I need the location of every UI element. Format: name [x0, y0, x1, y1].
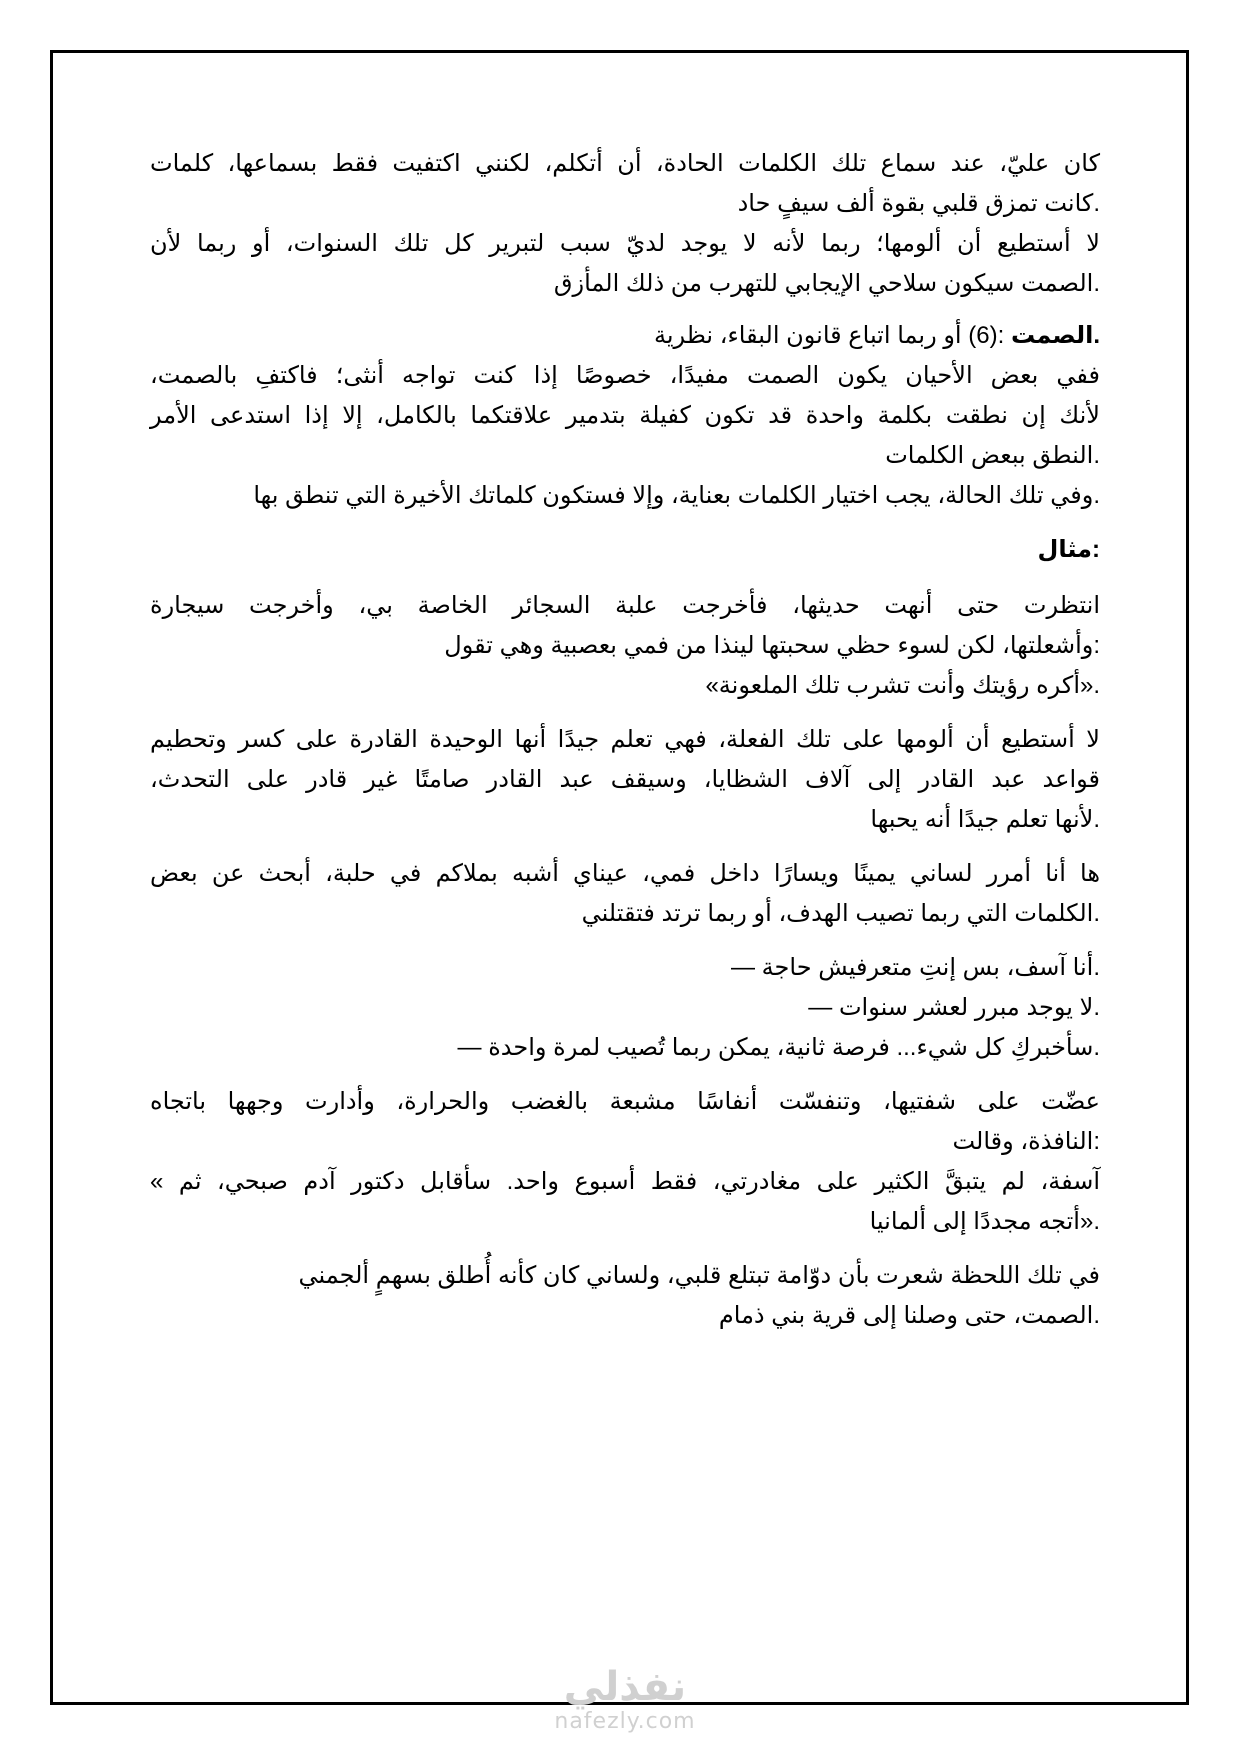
- text-line: ها أنا أمرر لساني يمينًا ويسارًا داخل فمي، عيناي أشبه بملاكم في حلبة، أبحث عن بعض: [150, 860, 1100, 887]
- document-body: [150, 144, 1100, 1336]
- text-line: .الصمت، حتى وصلنا إلى قرية بني ذمام: [718, 1302, 1100, 1329]
- keyword-silence: .الصمت: [1010, 322, 1100, 349]
- example-heading: [150, 530, 1100, 570]
- text-line: :وأشعلتها، لكن لسوء حظي سحبتها لينذا من فمي بعصبية وهي تقول: [444, 632, 1100, 659]
- text-line: لا أستطيع أن ألومها؛ ربما لأنه لا يوجد لديّ سبب لتبرير كل تلك السنوات، أو ربما لأن: [150, 230, 1100, 257]
- text-line: آسفة، لم يتبقَّ الكثير على مغادرتي، فقط أسبوع واحد. سأقابل دكتور آدم صبحي، ثم »: [150, 1168, 1100, 1195]
- text-line: كان عليّ، عند سماع تلك الكلمات الحادة، أن أتكلم، لكنني اكتفيت فقط بسماعها، كلمات: [150, 150, 1100, 177]
- text-line: انتظرت حتى أنهت حديثها، فأخرجت علبة السجائر الخاصة بي، وأخرجت سيجارة: [150, 592, 1100, 619]
- example-paragraph-2: [150, 720, 1100, 840]
- example-paragraph-5: [150, 1082, 1100, 1242]
- example-paragraph-6: [150, 1256, 1100, 1336]
- text-line: .لأنها تعلم جيدًا أنه يحبها: [870, 806, 1100, 833]
- text-line: في تلك اللحظة شعرت بأن دوّامة تبتلع قلبي، ولساني كان كأنه أُطلق بسهمٍ ألجمني: [298, 1262, 1100, 1289]
- theory-label: :(6) أو ربما اتباع قانون البقاء، نظرية: [653, 322, 1011, 349]
- dialogue-line: .لا يوجد مبرر لعشر سنوات —: [808, 994, 1100, 1021]
- text-line: :النافذة، وقالت: [952, 1128, 1100, 1155]
- paragraph-1: [150, 144, 1100, 304]
- text-line: .كانت تمزق قلبي بقوة ألف سيفٍ حاد: [737, 190, 1100, 217]
- text-line: ففي بعض الأحيان يكون الصمت مفيدًا، خصوصًا إذا كنت تواجه أنثى؛ فاكتفِ بالصمت،: [150, 362, 1100, 389]
- watermark-logo: نفذلي: [563, 1664, 687, 1710]
- text-line: .«أكره رؤيتك وأنت تشرب تلك الملعونة»: [705, 672, 1100, 699]
- watermark-url: nafezly.com: [554, 1709, 696, 1734]
- text-line: قواعد عبد القادر إلى آلاف الشظايا، وسيقف عبد القادر صامتًا غير قادر على التحدث،: [150, 766, 1100, 793]
- text-line: عضّت على شفتيها، وتنفسّت أنفاسًا مشبعة بالغضب والحرارة، وأدارت وجهها باتجاه: [150, 1088, 1100, 1115]
- dialogue-line: .سأخبركِ كل شيء... فرصة ثانية، يمكن ربما تُصيب لمرة واحدة —: [457, 1034, 1100, 1061]
- paragraph-2: [150, 316, 1100, 516]
- dialogue-line: .أنا آسف، بس إنتِ متعرفيش حاجة —: [731, 954, 1100, 981]
- example-paragraph-3: [150, 854, 1100, 934]
- heading-text: :مثال: [1037, 536, 1100, 563]
- text-line: لا أستطيع أن ألومها على تلك الفعلة، فهي تعلم جيدًا أنها الوحيدة القادرة على كسر وتحطيم: [150, 726, 1100, 753]
- text-line: .الصمت سيكون سلاحي الإيجابي للتهرب من ذلك المأزق: [553, 270, 1100, 297]
- text-line: [150, 316, 1100, 356]
- text-line: .النطق ببعض الكلمات: [885, 442, 1100, 469]
- text-line: .«أتجه مجددًا إلى ألمانيا: [869, 1208, 1100, 1235]
- text-line: .وفي تلك الحالة، يجب اختيار الكلمات بعناية، وإلا فستكون كلماتك الأخيرة التي تنطق بها: [253, 482, 1100, 509]
- text-line: لأنك إن نطقت بكلمة واحدة قد تكون كفيلة بتدمير علاقتكما بالكامل، إلا إذا استدعى الأمر: [150, 402, 1100, 429]
- watermark: [535, 1665, 715, 1735]
- dialogue-lines: [150, 948, 1100, 1068]
- example-paragraph-1: [150, 586, 1100, 706]
- text-line: .الكلمات التي ربما تصيب الهدف، أو ربما ترتد فتقتلني: [581, 900, 1100, 927]
